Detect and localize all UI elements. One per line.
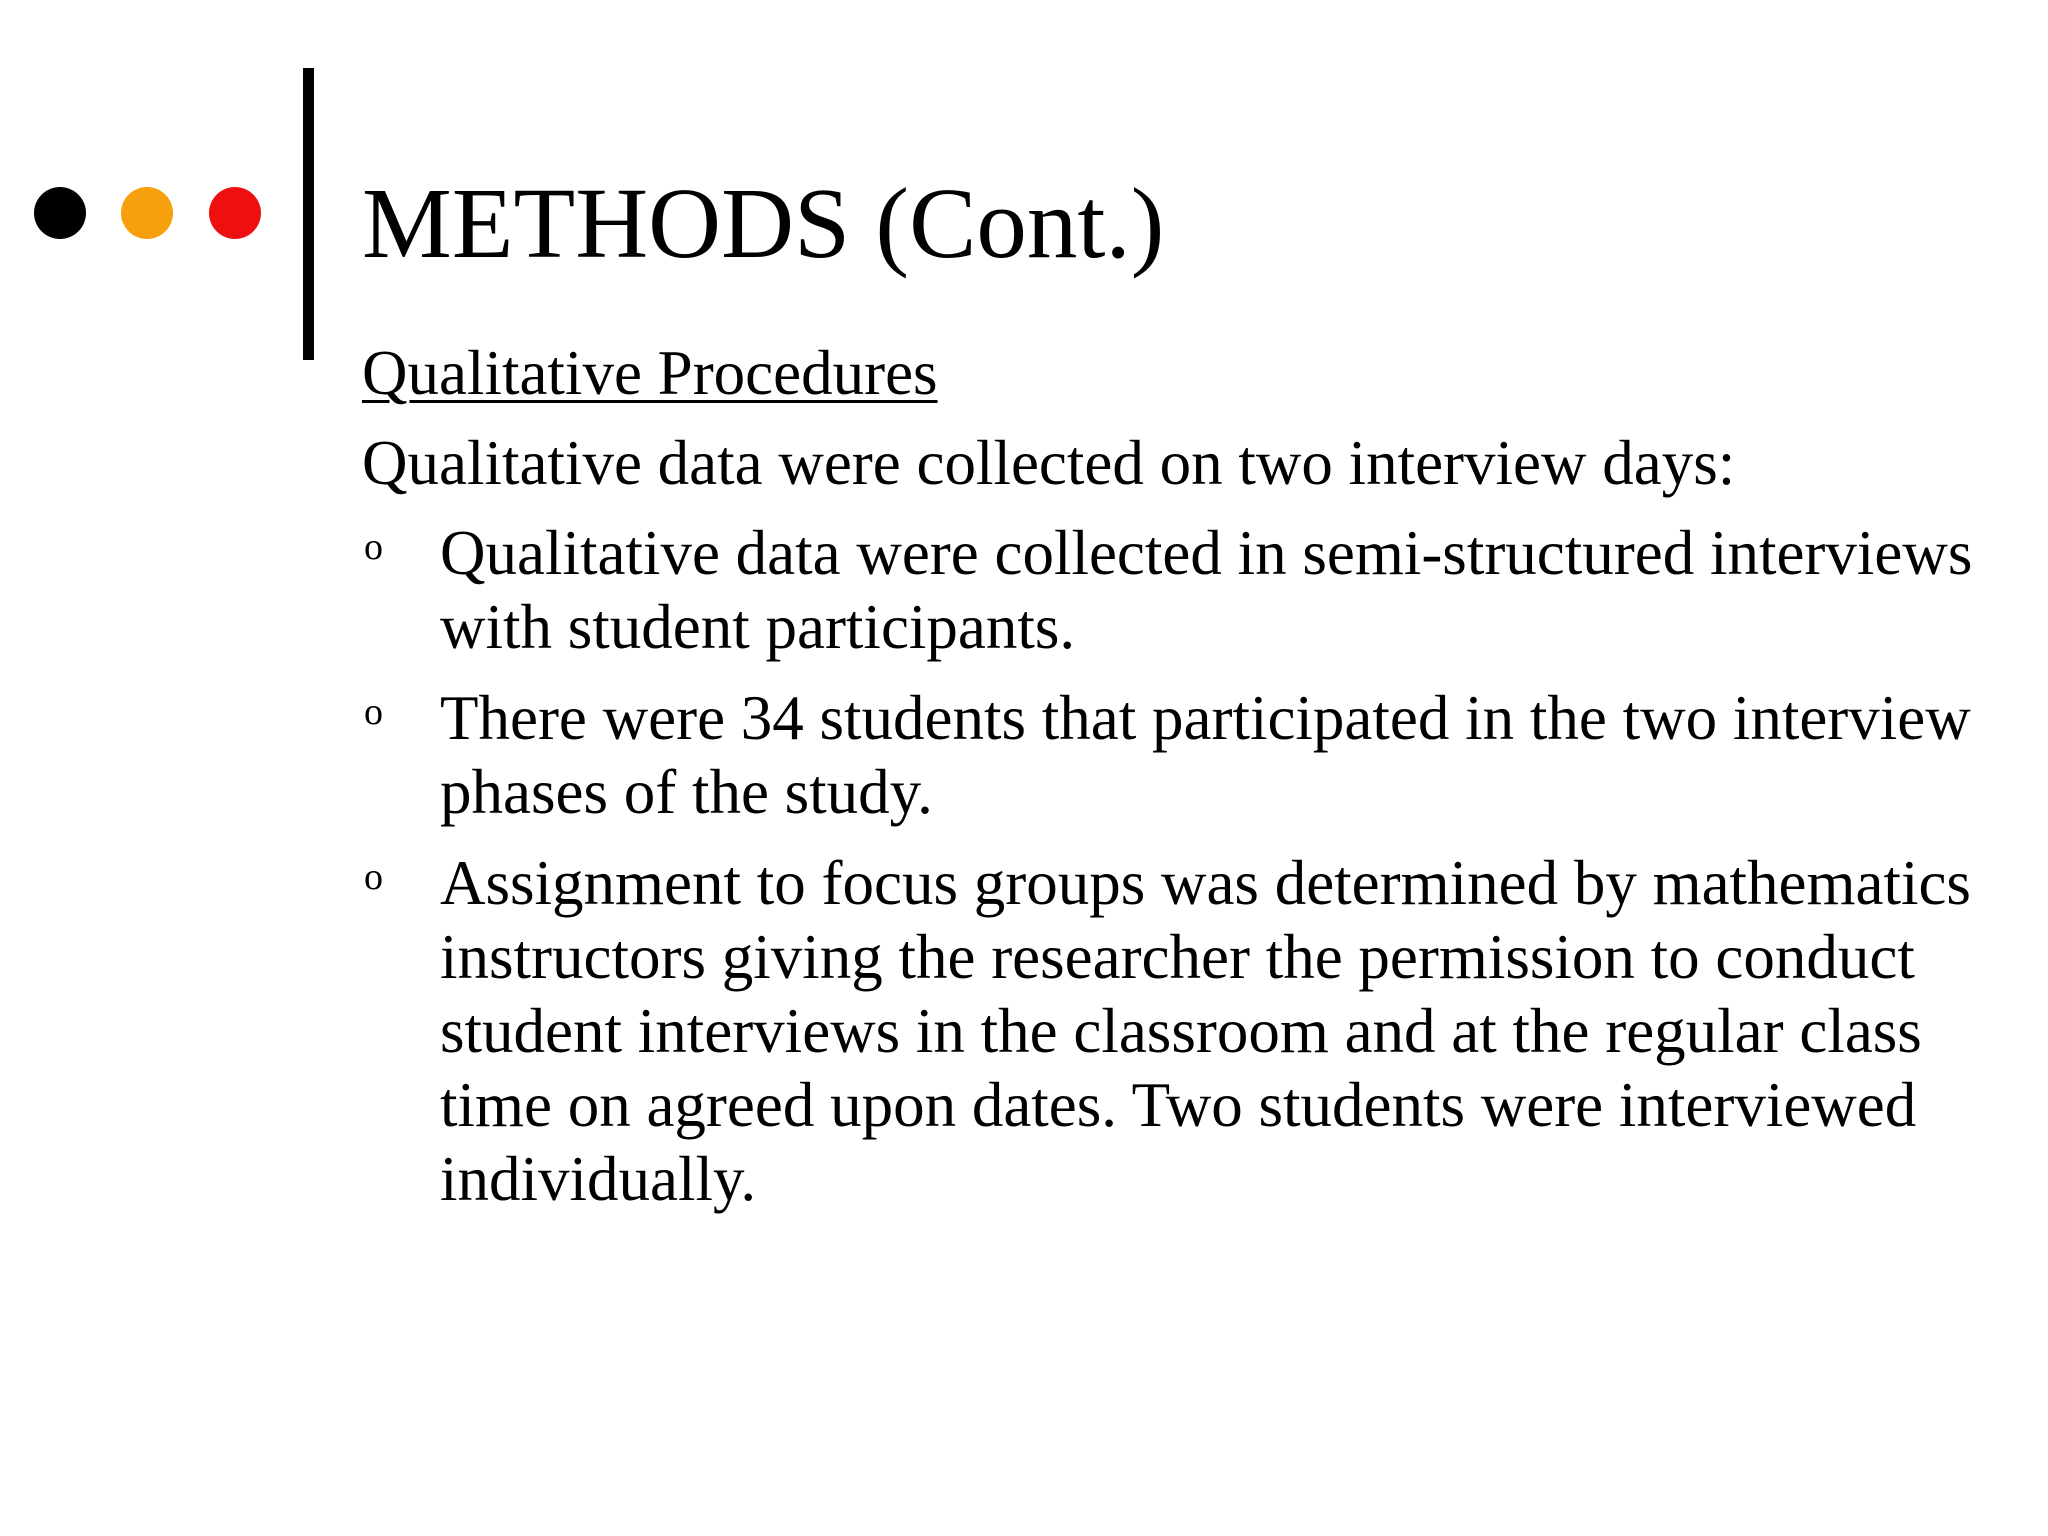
bullet-marker-icon: o (364, 691, 383, 733)
section-subheading: Qualitative Procedures (362, 338, 938, 408)
orange-dot-icon (121, 187, 173, 239)
red-dot-icon (209, 187, 261, 239)
bullet-item (362, 516, 1973, 664)
bullet-item (362, 681, 1971, 829)
title-divider (303, 68, 314, 360)
black-dot-icon (34, 187, 86, 239)
bullet-text: Assignment to focus groups was determined by mathematics instructors giving the researcher the permission to conduct student interviews in the classroom and at the regular class time on agreed upon dates. Two students were interviewed individually. (440, 848, 1971, 1214)
slide-body (362, 332, 1973, 1233)
bullet-text: There were 34 students that participated in the two interview phases of the study. (440, 683, 1971, 827)
intro-text: Qualitative data were collected on two interview days: (362, 428, 1736, 498)
bullet-text: Qualitative data were collected in semi-structured interviews with student participants. (440, 518, 1973, 662)
bullet-list (362, 516, 1973, 1216)
bullet-marker-icon: o (364, 856, 383, 898)
slide-title: METHODS (Cont.) (362, 167, 1165, 279)
bullet-marker-icon: o (364, 526, 383, 568)
decorative-dots (34, 187, 264, 243)
bullet-item (362, 846, 1971, 1216)
